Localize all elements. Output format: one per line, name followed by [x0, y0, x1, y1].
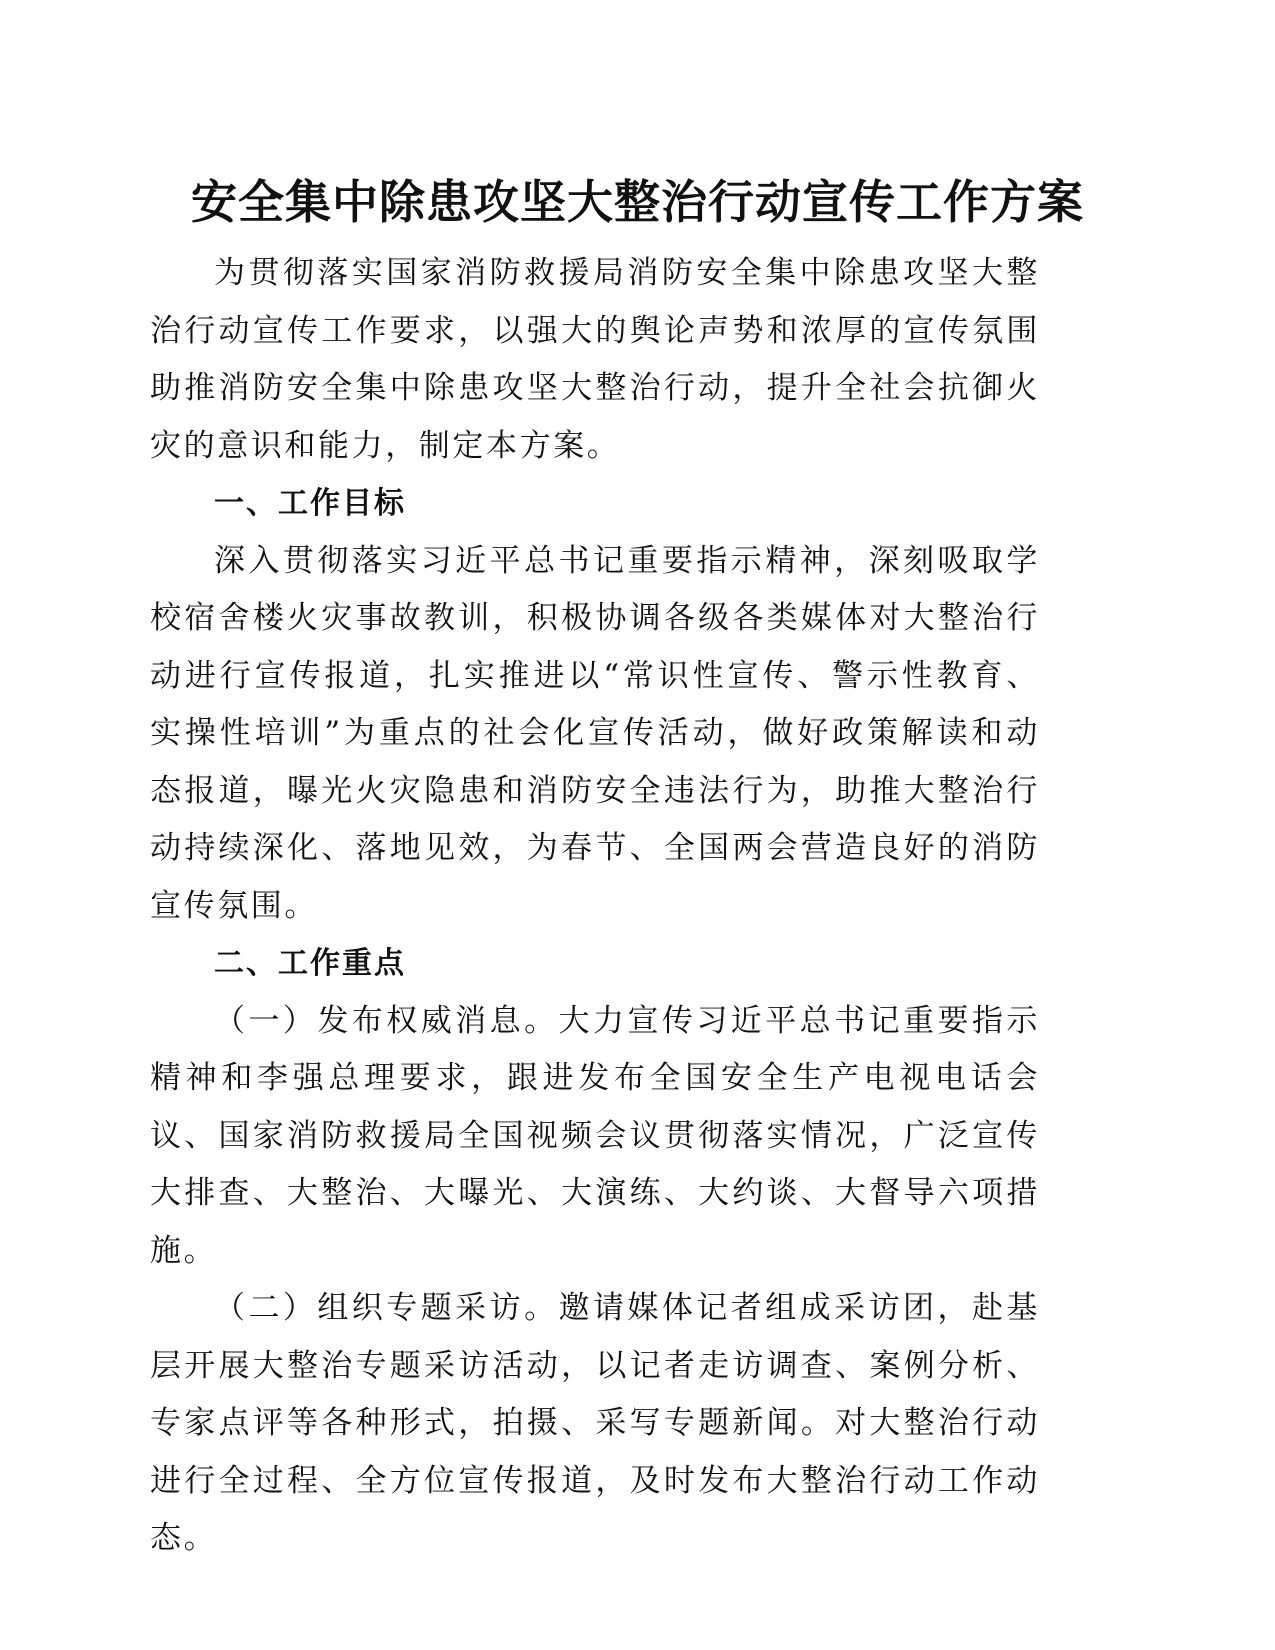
document-title: 安全集中除患攻坚大整治行动宣传工作方案 [191, 175, 1084, 229]
document-body [150, 245, 1040, 1568]
section-heading-focus: 二、工作重点 [214, 946, 406, 981]
goals-paragraph: 深入贯彻落实习近平总书记重要指示精神，深刻吸取学校宿舍楼火灾事故教训，积极协调各级各类媒体对大整治行动进行宣传报道，扎实推进以“常识性宣传、警示性教育、实操性培训”为重点的社会化宣传活动，做好政策解读和动态报道，曝光火灾隐患和消防安全违法行为，助推大整治行动持续深化、落地见效，为春节、全国两会营造良好的消防宣传氛围。 [150, 542, 1040, 924]
focus-item-2-paragraph: （二）组织专题采访。邀请媒体记者组成采访团，赴基层开展大整治专题采访活动，以记者走访调查、案例分析、专家点评等各种形式，拍摄、采写专题新闻。对大整治行动进行全过程、全方位宣传报道，及时发布大整治行动工作动态。 [150, 1290, 1040, 1556]
section-heading-goals: 一、工作目标 [214, 486, 406, 521]
focus-item-1-paragraph: （一）发布权威消息。大力宣传习近平总书记重要指示精神和李强总理要求，跟进发布全国安全生产电视电话会议、国家消防救援局全国视频会议贯彻落实情况，广泛宣传大排查、大整治、大曝光、大演练、大约谈、大督导六项措施。 [150, 1002, 1040, 1269]
intro-paragraph: 为贯彻落实国家消防救援局消防安全集中除患攻坚大整治行动宣传工作要求，以强大的舆论声势和浓厚的宣传氛围助推消防安全集中除患攻坚大整治行动，提升全社会抗御火灾的意识和能力，制定本方案。 [150, 255, 1040, 464]
